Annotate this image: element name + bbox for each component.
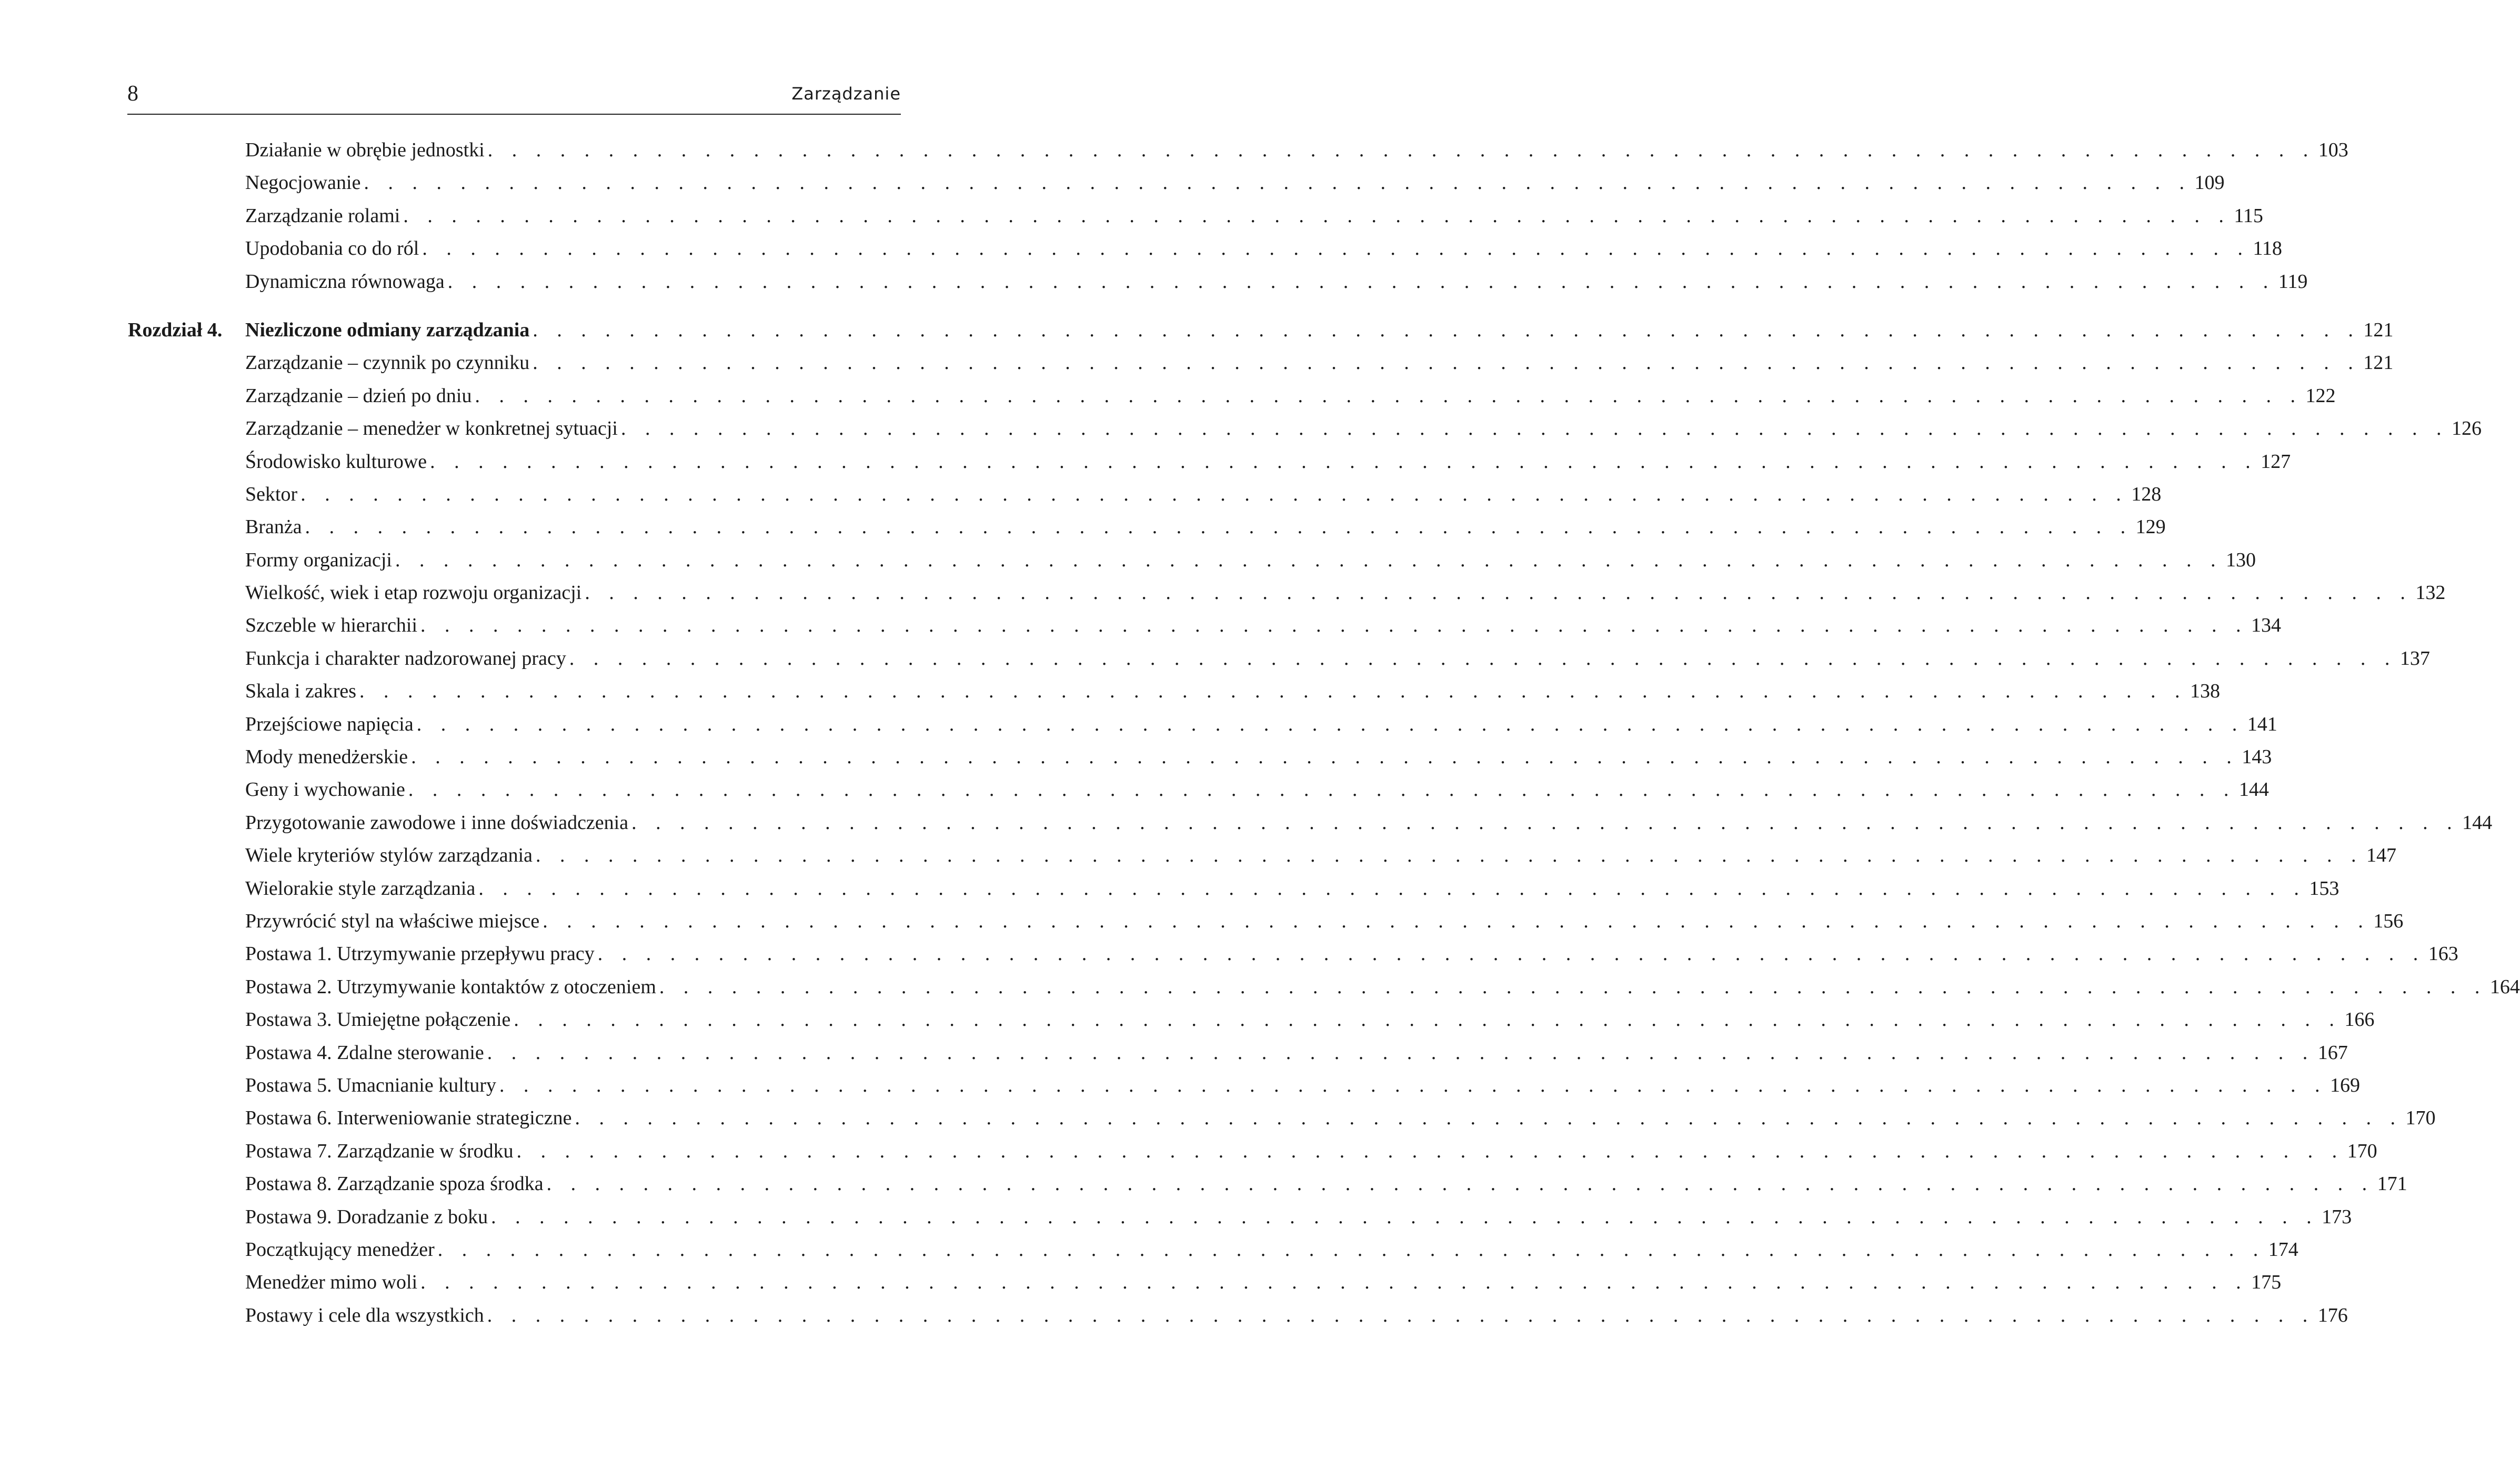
toc-entry-title: Przywrócić styl na właściwe miejsce [245, 905, 543, 937]
dot-leader: . . . . . . . . . . . . . . . . . . . . . . . . . . . . . . . . . . . . . . . . . . . . . . . . . . . . . . . . . . . . . . . . . . . . . . . . . . . . [422, 237, 2250, 260]
toc-entry [0, 380, 2336, 412]
toc-entry-title: Niezliczone odmiany zarządzania [245, 314, 533, 346]
dot-leader: . . . . . . . . . . . . . . . . . . . . . . . . . . . . . . . . . . . . . . . . . . . . . . . . . . . . . . . . . . . . . . . . . . . . . . . . . . . . [430, 450, 2258, 473]
toc-entry [0, 511, 2166, 543]
toc-entry-body [245, 609, 2282, 642]
dot-leader: . . . . . . . . . . . . . . . . . . . . . . . . . . . . . . . . . . . . . . . . . . . . . . . . . . . . . . . . . . . . . . . . . . . . . . . . . . . . [575, 1107, 2403, 1130]
toc-entry-page: 156 [2373, 910, 2404, 932]
toc-entry [0, 544, 2256, 576]
dot-leader: . . . . . . . . . . . . . . . . . . . . . . . . . . . . . . . . . . . . . . . . . . . . . . . . . . . . . . . . . . . . . . . . . . . . . . . . . . . . [546, 1173, 2374, 1195]
dot-leader: . . . . . . . . . . . . . . . . . . . . . . . . . . . . . . . . . . . . . . . . . . . . . . . . . . . . . . . . . . . . . . . . . . . . . . . . . . . . [499, 1074, 2327, 1096]
dot-leader: . . . . . . . . . . . . . . . . . . . . . . . . . . . . . . . . . . . . . . . . . . . . . . . . . . . . . . . . . . . . . . . . . . . . . . . . . . . . [420, 614, 2248, 637]
dot-leader: . . . . . . . . . . . . . . . . . . . . . . . . . . . . . . . . . . . . . . . . . . . . . . . . . . . . . . . . . . . . . . . . . . . . . . . . . . . . [487, 139, 2315, 161]
toc-entry-page: 147 [2366, 844, 2397, 867]
dot-leader: . . . . . . . . . . . . . . . . . . . . . . . . . . . . . . . . . . . . . . . . . . . . . . . . . . . . . . . . . . . . . . . . . . . . . . . . . . . . [359, 680, 2187, 703]
toc-entry-page: 121 [2363, 352, 2394, 374]
toc-entry-title: Branża [245, 511, 305, 543]
toc-entry-title: Dynamiczna równowaga [245, 265, 448, 298]
dot-leader: . . . . . . . . . . . . . . . . . . . . . . . . . . . . . . . . . . . . . . . . . . . . . . . . . . . . . . . . . . . . . . . . . . . . . . . . . . . . [514, 1008, 2342, 1031]
dot-leader: . . . . . . . . . . . . . . . . . . . . . . . . . . . . . . . . . . . . . . . . . . . . . . . . . . . . . . . . . . . . . . . . . . . . . . . . . . . . [569, 647, 2397, 670]
toc-entry-body [245, 773, 2269, 806]
toc-entry-title: Postawa 6. Interweniowanie strategiczne [245, 1102, 575, 1134]
dot-leader: . . . . . . . . . . . . . . . . . . . . . . . . . . . . . . . . . . . . . . . . . . . . . . . . . . . . . . . . . . . . . . . . . . . . . . . . . . . . [478, 877, 2306, 900]
toc-entry-title: Wielkość, wiek i etap rozwoju organizacji [245, 576, 585, 609]
toc-entry-page: 121 [2363, 318, 2394, 341]
dot-leader: . . . . . . . . . . . . . . . . . . . . . . . . . . . . . . . . . . . . . . . . . . . . . . . . . . . . . . . . . . . . . . . . . . . . . . . . . . . . [516, 1140, 2344, 1162]
toc-entry-page: 134 [2251, 614, 2282, 637]
toc-entry [0, 1069, 2361, 1102]
dot-leader: . . . . . . . . . . . . . . . . . . . . . . . . . . . . . . . . . . . . . . . . . . . . . . . . . . . . . . . . . . . . . . . . . . . . . . . . . . . . [364, 172, 2192, 194]
toc-entry [0, 806, 2493, 839]
page-number: 8 [127, 82, 138, 106]
toc-entry [0, 1201, 2352, 1233]
toc-entry-title: Menedżer mimo woli [245, 1266, 420, 1299]
toc-entry-page: 130 [2225, 548, 2256, 571]
toc-entry-body [245, 166, 2225, 199]
toc-entry-page: 173 [2322, 1205, 2352, 1228]
dot-leader: . . . . . . . . . . . . . . . . . . . . . . . . . . . . . . . . . . . . . . . . . . . . . . . . . . . . . . . . . . . . . . . . . . . . . . . . . . . . [491, 1205, 2319, 1228]
toc-entry-page: 127 [2261, 450, 2291, 473]
toc-entry-body [245, 380, 2336, 412]
toc-entry-title: Formy organizacji [245, 544, 395, 576]
toc-entry [0, 576, 2446, 609]
toc-entry-body [245, 1299, 2348, 1332]
toc-entry-title: Postawy i cele dla wszystkich [245, 1299, 487, 1332]
toc-entry-body [245, 445, 2291, 478]
toc-entry-page: 170 [2347, 1140, 2377, 1162]
toc-entry-body [245, 905, 2404, 937]
dot-leader: . . . . . . . . . . . . . . . . . . . . . . . . . . . . . . . . . . . . . . . . . . . . . . . . . . . . . . . . . . . . . . . . . . . . . . . . . . . . [411, 746, 2239, 768]
page-header [127, 79, 901, 115]
toc-entry-title: Zarządzanie rolami [245, 199, 403, 232]
toc-entry-title: Wiele kryteriów stylów zarządzania [245, 839, 536, 872]
toc-entry [0, 1003, 2375, 1036]
dot-leader: . . . . . . . . . . . . . . . . . . . . . . . . . . . . . . . . . . . . . . . . . . . . . . . . . . . . . . . . . . . . . . . . . . . . . . . . . . . . [416, 713, 2244, 735]
toc-entry-body [245, 1003, 2375, 1036]
toc-entry-body [245, 708, 2277, 741]
toc-entry-body [245, 314, 2394, 346]
toc-entry-title: Postawa 7. Zarządzanie w środku [245, 1135, 517, 1167]
toc-entry-page: 164 [2489, 975, 2520, 998]
toc-entry [0, 412, 2482, 445]
toc-entry-page: 122 [2305, 384, 2336, 407]
toc-entry-body [245, 1167, 2407, 1200]
toc-entry-page: 141 [2247, 713, 2277, 735]
toc-entry-page: 167 [2317, 1041, 2348, 1064]
toc-entry-body [245, 1233, 2298, 1266]
toc-entry [0, 675, 2221, 707]
toc-entry-title: Funkcja i charakter nadzorowanej pracy [245, 642, 569, 675]
toc-entry [0, 741, 2272, 773]
toc-entry-title: Zarządzanie – dzień po dniu [245, 380, 475, 412]
toc-entry [0, 232, 2282, 265]
toc-entry [0, 1135, 2377, 1167]
toc-entry-page: 118 [2253, 237, 2282, 260]
toc-entry-page: 126 [2451, 417, 2482, 440]
toc-entry-body [245, 1069, 2361, 1102]
table-of-contents [0, 134, 2520, 1332]
toc-entry-body [245, 412, 2482, 445]
toc-entry-page: 163 [2428, 943, 2458, 965]
toc-entry-page: 171 [2377, 1173, 2407, 1195]
toc-entry-page: 175 [2251, 1271, 2282, 1294]
toc-entry [0, 971, 2520, 1003]
toc-entry-body [245, 839, 2397, 872]
toc-entry-title: Przejściowe napięcia [245, 708, 417, 741]
toc-entry-page: 129 [2135, 516, 2166, 538]
toc-entry [0, 1233, 2298, 1266]
toc-entry-page: 166 [2344, 1008, 2375, 1031]
toc-entry [0, 642, 2430, 675]
toc-entry-body [245, 741, 2272, 773]
dot-leader: . . . . . . . . . . . . . . . . . . . . . . . . . . . . . . . . . . . . . . . . . . . . . . . . . . . . . . . . . . . . . . . . . . . . . . . . . . . . [408, 778, 2236, 801]
toc-entry-body [245, 872, 2340, 905]
running-title: Zarządzanie [791, 84, 901, 104]
toc-entry-page: 103 [2318, 139, 2348, 161]
toc-entry-body [245, 576, 2446, 609]
toc-entry-title: Postawa 3. Umiejętne połączenie [245, 1003, 514, 1036]
toc-entry [0, 937, 2458, 970]
toc-entry-page: 138 [2190, 680, 2221, 703]
toc-entry [0, 609, 2282, 642]
toc-entry-page: 174 [2268, 1238, 2298, 1261]
toc-chapter-heading [0, 314, 2394, 346]
dot-leader: . . . . . . . . . . . . . . . . . . . . . . . . . . . . . . . . . . . . . . . . . . . . . . . . . . . . . . . . . . . . . . . . . . . . . . . . . . . . [420, 1271, 2248, 1294]
dot-leader: . . . . . . . . . . . . . . . . . . . . . . . . . . . . . . . . . . . . . . . . . . . . . . . . . . . . . . . . . . . . . . . . . . . . . . . . . . . . [305, 516, 2133, 538]
dot-leader: . . . . . . . . . . . . . . . . . . . . . . . . . . . . . . . . . . . . . . . . . . . . . . . . . . . . . . . . . . . . . . . . . . . . . . . . . . . . [403, 204, 2231, 227]
toc-entry [0, 1299, 2348, 1332]
toc-entry-title: Działanie w obrębie jednostki [245, 134, 488, 166]
toc-entry-title: Wielorakie style zarządzania [245, 872, 478, 905]
toc-entry-title: Negocjowanie [245, 166, 364, 199]
dot-leader: . . . . . . . . . . . . . . . . . . . . . . . . . . . . . . . . . . . . . . . . . . . . . . . . . . . . . . . . . . . . . . . . . . . . . . . . . . . . [620, 417, 2448, 440]
dot-leader: . . . . . . . . . . . . . . . . . . . . . . . . . . . . . . . . . . . . . . . . . . . . . . . . . . . . . . . . . . . . . . . . . . . . . . . . . . . . [487, 1304, 2315, 1326]
toc-entry-title: Postawa 1. Utrzymywanie przepływu pracy [245, 937, 598, 970]
dot-leader: . . . . . . . . . . . . . . . . . . . . . . . . . . . . . . . . . . . . . . . . . . . . . . . . . . . . . . . . . . . . . . . . . . . . . . . . . . . . [543, 910, 2371, 932]
dot-leader: . . . . . . . . . . . . . . . . . . . . . . . . . . . . . . . . . . . . . . . . . . . . . . . . . . . . . . . . . . . . . . . . . . . . . . . . . . . . [659, 975, 2487, 998]
toc-entry-body [245, 937, 2458, 970]
toc-entry-body [245, 134, 2348, 166]
toc-entry-body [245, 971, 2520, 1003]
toc-entry-title: Upodobania co do ról [245, 232, 422, 265]
toc-entry-body [245, 346, 2394, 379]
toc-entry-title: Początkujący menedżer [245, 1233, 438, 1266]
toc-entry-body [245, 478, 2162, 511]
toc-entry [0, 773, 2269, 806]
dot-leader: . . . . . . . . . . . . . . . . . . . . . . . . . . . . . . . . . . . . . . . . . . . . . . . . . . . . . . . . . . . . . . . . . . . . . . . . . . . . [437, 1238, 2265, 1261]
dot-leader: . . . . . . . . . . . . . . . . . . . . . . . . . . . . . . . . . . . . . . . . . . . . . . . . . . . . . . . . . . . . . . . . . . . . . . . . . . . . [597, 943, 2425, 965]
toc-entry [0, 1102, 2436, 1134]
toc-entry-body [245, 806, 2493, 839]
toc-entry-page: 132 [2415, 582, 2446, 604]
toc-entry-body [245, 265, 2308, 298]
dot-leader: . . . . . . . . . . . . . . . . . . . . . . . . . . . . . . . . . . . . . . . . . . . . . . . . . . . . . . . . . . . . . . . . . . . . . . . . . . . . [631, 811, 2459, 834]
toc-entry [0, 839, 2397, 872]
dot-leader: . . . . . . . . . . . . . . . . . . . . . . . . . . . . . . . . . . . . . . . . . . . . . . . . . . . . . . . . . . . . . . . . . . . . . . . . . . . . [585, 582, 2413, 604]
chapter-label: Rozdział 4. [128, 318, 223, 341]
toc-entry [0, 905, 2404, 937]
dot-leader: . . . . . . . . . . . . . . . . . . . . . . . . . . . . . . . . . . . . . . . . . . . . . . . . . . . . . . . . . . . . . . . . . . . . . . . . . . . . [447, 270, 2275, 293]
toc-entry [0, 445, 2291, 478]
toc-entry [0, 1036, 2348, 1069]
toc-entry-body [245, 1266, 2282, 1299]
toc-entry-page: 115 [2234, 204, 2263, 227]
toc-entry-page: 176 [2317, 1304, 2348, 1326]
toc-entry-page: 153 [2309, 877, 2340, 900]
toc-entry-title: Postawa 8. Zarządzanie spoza środka [245, 1167, 547, 1200]
toc-entry-body [245, 675, 2221, 707]
toc-entry-title: Środowisko kulturowe [245, 445, 430, 478]
dot-leader: . . . . . . . . . . . . . . . . . . . . . . . . . . . . . . . . . . . . . . . . . . . . . . . . . . . . . . . . . . . . . . . . . . . . . . . . . . . . [533, 318, 2361, 341]
toc-entry-title: Sektor [245, 478, 300, 511]
toc-entry-title: Mody menedżerskie [245, 741, 411, 773]
toc-entry-title: Przygotowanie zawodowe i inne doświadczenia [245, 806, 631, 839]
toc-entry [0, 872, 2340, 905]
toc-entry-page: 119 [2278, 270, 2308, 293]
toc-entry-body [245, 232, 2282, 265]
toc-entry-page: 109 [2194, 172, 2225, 194]
dot-leader: . . . . . . . . . . . . . . . . . . . . . . . . . . . . . . . . . . . . . . . . . . . . . . . . . . . . . . . . . . . . . . . . . . . . . . . . . . . . [475, 384, 2303, 407]
toc-entry-page: 170 [2405, 1107, 2436, 1130]
dot-leader: . . . . . . . . . . . . . . . . . . . . . . . . . . . . . . . . . . . . . . . . . . . . . . . . . . . . . . . . . . . . . . . . . . . . . . . . . . . . [536, 844, 2364, 867]
toc-entry-title: Zarządzanie – menedżer w konkretnej sytuacji [245, 412, 621, 445]
toc-entry [0, 1167, 2407, 1200]
toc-entry-title: Zarządzanie – czynnik po czynniku [245, 346, 533, 379]
toc-entry-page: 128 [2131, 483, 2162, 505]
toc-entry-body [245, 1201, 2352, 1233]
dot-leader: . . . . . . . . . . . . . . . . . . . . . . . . . . . . . . . . . . . . . . . . . . . . . . . . . . . . . . . . . . . . . . . . . . . . . . . . . . . . [487, 1041, 2315, 1064]
dot-leader: . . . . . . . . . . . . . . . . . . . . . . . . . . . . . . . . . . . . . . . . . . . . . . . . . . . . . . . . . . . . . . . . . . . . . . . . . . . . [533, 352, 2361, 374]
toc-entry [0, 1266, 2282, 1299]
toc-entry-body [245, 511, 2166, 543]
toc-entry [0, 134, 2348, 166]
toc-entry [0, 478, 2162, 511]
toc-entry-title: Skala i zakres [245, 675, 359, 707]
toc-entry [0, 166, 2225, 199]
toc-entry-title: Postawa 4. Zdalne sterowanie [245, 1036, 487, 1069]
dot-leader: . . . . . . . . . . . . . . . . . . . . . . . . . . . . . . . . . . . . . . . . . . . . . . . . . . . . . . . . . . . . . . . . . . . . . . . . . . . . [300, 483, 2129, 505]
toc-entry-page: 169 [2330, 1074, 2361, 1096]
toc-entry [0, 346, 2394, 379]
toc-entry-body [245, 1135, 2377, 1167]
toc-entry-title: Szczeble w hierarchii [245, 609, 420, 642]
toc-entry-body [245, 199, 2263, 232]
toc-entry-page: 144 [2238, 778, 2269, 801]
toc-entry-body [245, 544, 2256, 576]
toc-entry-title: Geny i wychowanie [245, 773, 408, 806]
toc-entry-page: 143 [2242, 746, 2272, 768]
toc-entry-title: Postawa 9. Doradzanie z boku [245, 1201, 491, 1233]
toc-entry-page: 137 [2399, 647, 2430, 670]
toc-entry [0, 265, 2308, 298]
dot-leader: . . . . . . . . . . . . . . . . . . . . . . . . . . . . . . . . . . . . . . . . . . . . . . . . . . . . . . . . . . . . . . . . . . . . . . . . . . . . [395, 548, 2223, 571]
toc-entry-title: Postawa 2. Utrzymywanie kontaktów z otoczeniem [245, 971, 659, 1003]
toc-entry [0, 708, 2277, 741]
toc-entry-body [245, 1036, 2348, 1069]
toc-entry-page: 144 [2462, 811, 2493, 834]
toc-entry [0, 199, 2263, 232]
toc-entry-title: Postawa 5. Umacnianie kultury [245, 1069, 499, 1102]
toc-entry-body [245, 642, 2430, 675]
toc-entry-body [245, 1102, 2436, 1134]
